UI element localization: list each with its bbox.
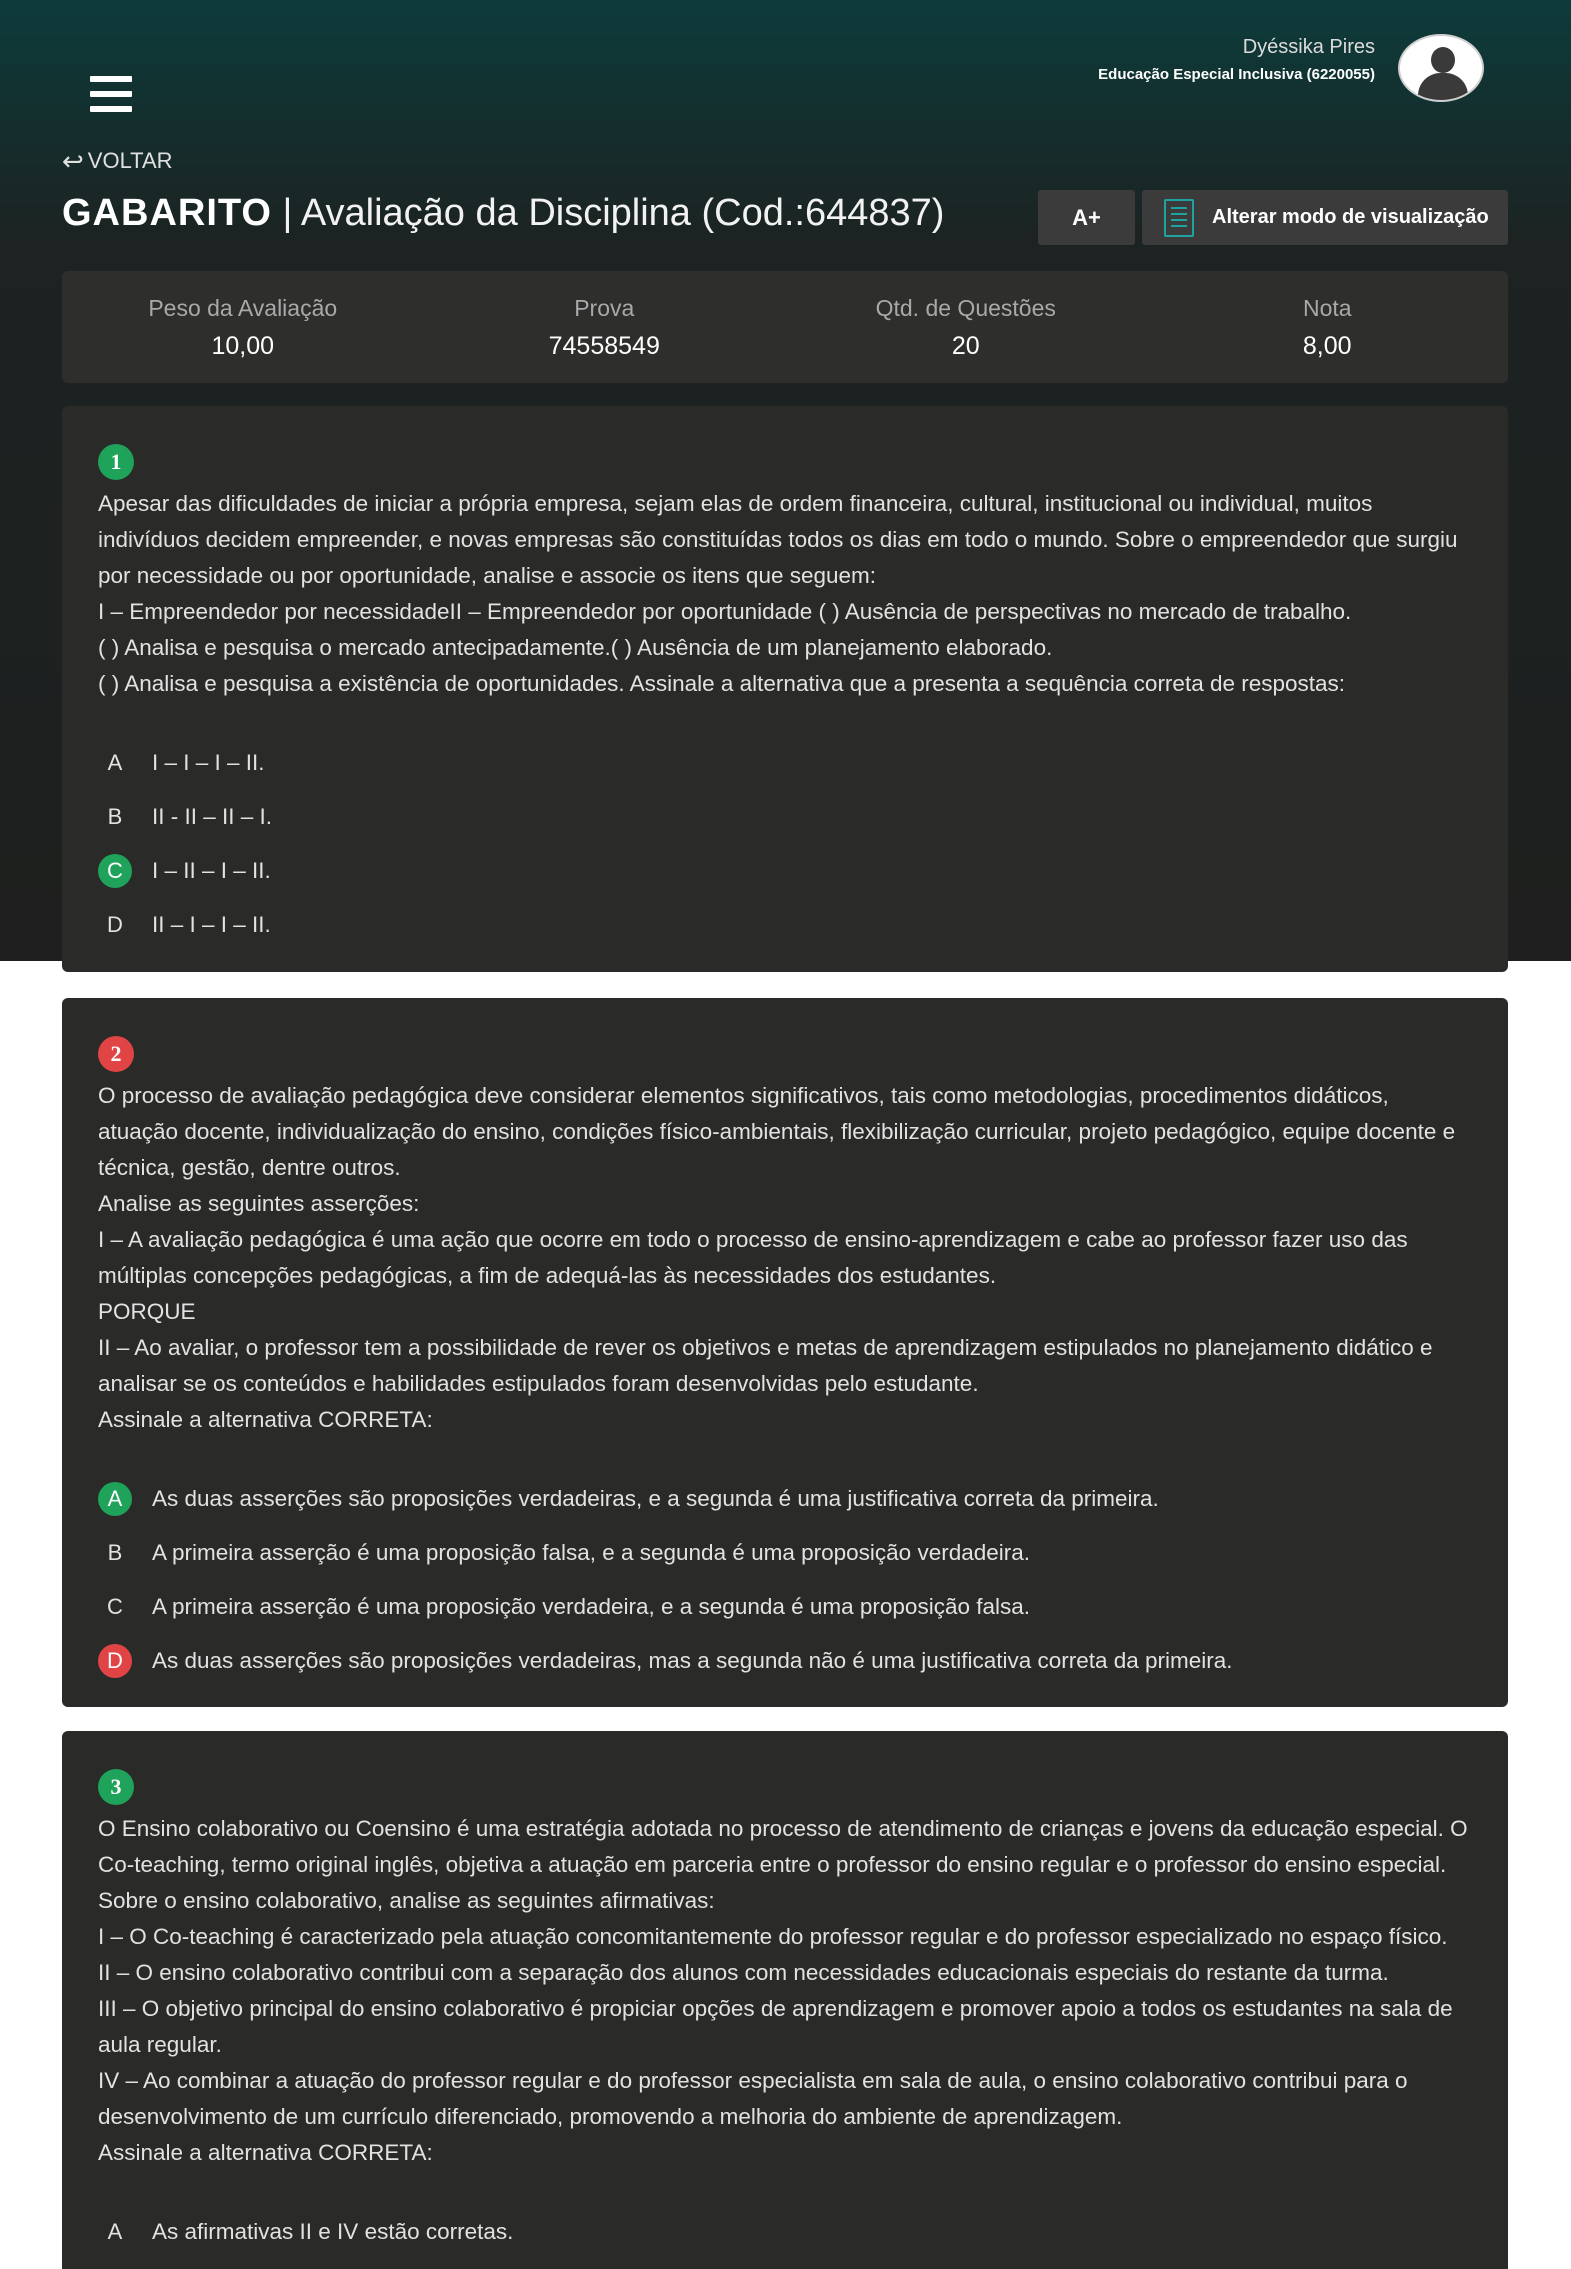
summary-value: 10,00: [211, 332, 275, 360]
question-line: Apesar das dificuldades de iniciar a própria empresa, sejam elas de ordem financeira, cultural, institucional ou individual, muitos indivíduos decidem empreender, e novas empresas são constituídas todos os dias em todo o mundo. Sobre o empreendedor que surgiu por necessidade ou por oportunidade, analise e associe os itens que seguem:: [98, 491, 1458, 588]
document-icon: [1164, 199, 1194, 237]
question-line: IV – Ao combinar a atuação do professor regular e do professor especialista em sala de aula, o ensino colaborativo contribui para o desenvolvimento de um currículo diferenciado, promovendo a melhoria do ambiente de aprendizagem.: [98, 2068, 1408, 2129]
option-text: As duas asserções são proposições verdadeiras, mas a segunda não é uma justificativa correta da primeira.: [152, 1648, 1233, 1673]
user-course: Educação Especial Inclusiva (6220055): [1098, 66, 1375, 83]
option-a[interactable]: [98, 1472, 1472, 1526]
summary-weight: [62, 271, 424, 383]
question-text: [98, 1811, 1472, 2171]
summary-question-count: [785, 271, 1147, 383]
question-line: ( ) Analisa e pesquisa o mercado antecipadamente.( ) Ausência de um planejamento elaborado.: [98, 635, 1053, 660]
question-line: Assinale a alternativa CORRETA:: [98, 1407, 433, 1432]
question-line: I – Empreendedor por necessidadeII – Empreendedor por oportunidade ( ) Ausência de perspectivas no mercado de trabalho.: [98, 599, 1352, 624]
question-line: Analise as seguintes asserções:: [98, 1191, 420, 1216]
summary-value: 20: [951, 332, 980, 360]
option-letter-correct: A: [98, 1482, 132, 1516]
back-link[interactable]: [62, 148, 173, 174]
option-b[interactable]: [98, 1526, 1472, 1580]
option-a[interactable]: [98, 2205, 1472, 2259]
page-title: [62, 192, 944, 235]
question-number-badge: 2: [98, 1036, 134, 1072]
option-c[interactable]: [98, 1580, 1472, 1634]
question-text: [98, 1078, 1472, 1438]
view-mode-button[interactable]: [1142, 190, 1508, 245]
question-line: I – A avaliação pedagógica é uma ação que ocorre em todo o processo de ensino-aprendizagem e cabe ao professor fazer uso das múltiplas concepções pedagógicas, a fim de adequá-las às necessidades dos estudantes.: [98, 1227, 1408, 1288]
option-letter: C: [107, 1594, 123, 1619]
question-line: ( ) Analisa e pesquisa a existência de oportunidades. Assinale a alternativa que a presenta a sequência correta de respostas:: [98, 671, 1346, 696]
summary-value: 74558549: [548, 332, 660, 360]
option-d[interactable]: [98, 898, 1472, 952]
page-title-rest: | Avaliação da Disciplina (Cod.:644837): [271, 192, 945, 234]
view-mode-label: Alterar modo de visualização: [1212, 206, 1489, 228]
option-letter-correct: C: [98, 854, 132, 888]
page-title-strong: GABARITO: [62, 192, 272, 234]
option-a[interactable]: [98, 736, 1472, 790]
back-arrow-icon: ↩: [62, 146, 84, 176]
question-number-badge: 1: [98, 444, 134, 480]
option-letter-wrong: D: [98, 1644, 132, 1678]
question-line: I – O Co-teaching é caracterizado pela atuação concomitantemente do professor regular e do professor especializado no espaço físico.: [98, 1924, 1448, 1949]
question-line: Assinale a alternativa CORRETA:: [98, 2140, 433, 2165]
question-line: PORQUE: [98, 1299, 196, 1324]
user-name: Dyéssika Pires: [1242, 36, 1375, 58]
question-card-1: [62, 406, 1508, 972]
option-letter: B: [107, 1540, 123, 1565]
avatar-icon[interactable]: [1398, 34, 1484, 102]
summary-exam: [424, 271, 786, 383]
menu-icon[interactable]: [90, 76, 132, 112]
options-list: [98, 1472, 1472, 1688]
option-text: A primeira asserção é uma proposição verdadeira, e a segunda é uma proposição falsa.: [152, 1594, 1031, 1619]
option-text: As afirmativas II e IV estão corretas.: [152, 2219, 514, 2244]
summary-label: Nota: [1302, 295, 1352, 321]
option-text: As duas asserções são proposições verdadeiras, e a segunda é uma justificativa correta da primeira.: [152, 1486, 1159, 1511]
question-line: II – Ao avaliar, o professor tem a possibilidade de rever os objetivos e metas de aprendizagem estipulados no planejamento didático e analisar se os conteúdos e habilidades estipulados foram desenvolvidas pelo estudante.: [98, 1335, 1433, 1396]
back-label: VOLTAR: [87, 148, 173, 173]
font-size-button[interactable]: A+: [1038, 190, 1135, 245]
question-line: III – O objetivo principal do ensino colaborativo é propiciar opções de aprendizagem e promover apoio a todos os estudantes na sala de aula regular.: [98, 1996, 1453, 2057]
question-line: O Ensino colaborativo ou Coensino é uma estratégia adotada no processo de atendimento de crianças e jovens da educação especial. O Co-teaching, termo original inglês, objetiva a atuação em parceria entre o professor do ensino regular e o professor do ensino especial.: [98, 1816, 1468, 1877]
user-info: [1098, 36, 1375, 83]
summary-label: Prova: [574, 295, 635, 321]
summary-label: Peso da Avaliação: [148, 295, 338, 321]
options-list: [98, 736, 1472, 952]
question-number-badge: 3: [98, 1769, 134, 1805]
option-letter: A: [107, 2219, 123, 2244]
option-d[interactable]: [98, 1634, 1472, 1688]
summary-grade: [1147, 271, 1509, 383]
option-letter: B: [107, 804, 123, 829]
options-list: [98, 2205, 1472, 2259]
question-text: [98, 486, 1472, 702]
option-text: II – I – I – II.: [152, 912, 271, 937]
option-letter: A: [107, 750, 123, 775]
option-text: A primeira asserção é uma proposição falsa, e a segunda é uma proposição verdadeira.: [152, 1540, 1031, 1565]
option-b[interactable]: [98, 790, 1472, 844]
option-text: II - II – II – I.: [152, 804, 273, 829]
question-line: Sobre o ensino colaborativo, analise as seguintes afirmativas:: [98, 1888, 715, 1913]
option-text: I – I – I – II.: [152, 750, 265, 775]
question-card-2: [62, 998, 1508, 1707]
question-line: II – O ensino colaborativo contribui com a separação dos alunos com necessidades educacionais especiais do restante da turma.: [98, 1960, 1389, 1985]
option-c[interactable]: [98, 844, 1472, 898]
question-line: O processo de avaliação pedagógica deve considerar elementos significativos, tais como metodologias, procedimentos didáticos, atuação docente, individualização do ensino, condições físico-ambientais, flexibilização curricular, projeto pedagógico, equipe docente e técnica, gestão, dentre outros.: [98, 1083, 1456, 1180]
option-letter: D: [107, 912, 123, 937]
summary-panel: [62, 271, 1508, 383]
option-text: I – II – I – II.: [152, 858, 271, 883]
question-card-3: [62, 1731, 1508, 2269]
summary-value: 8,00: [1302, 332, 1352, 360]
summary-label: Qtd. de Questões: [875, 295, 1056, 321]
